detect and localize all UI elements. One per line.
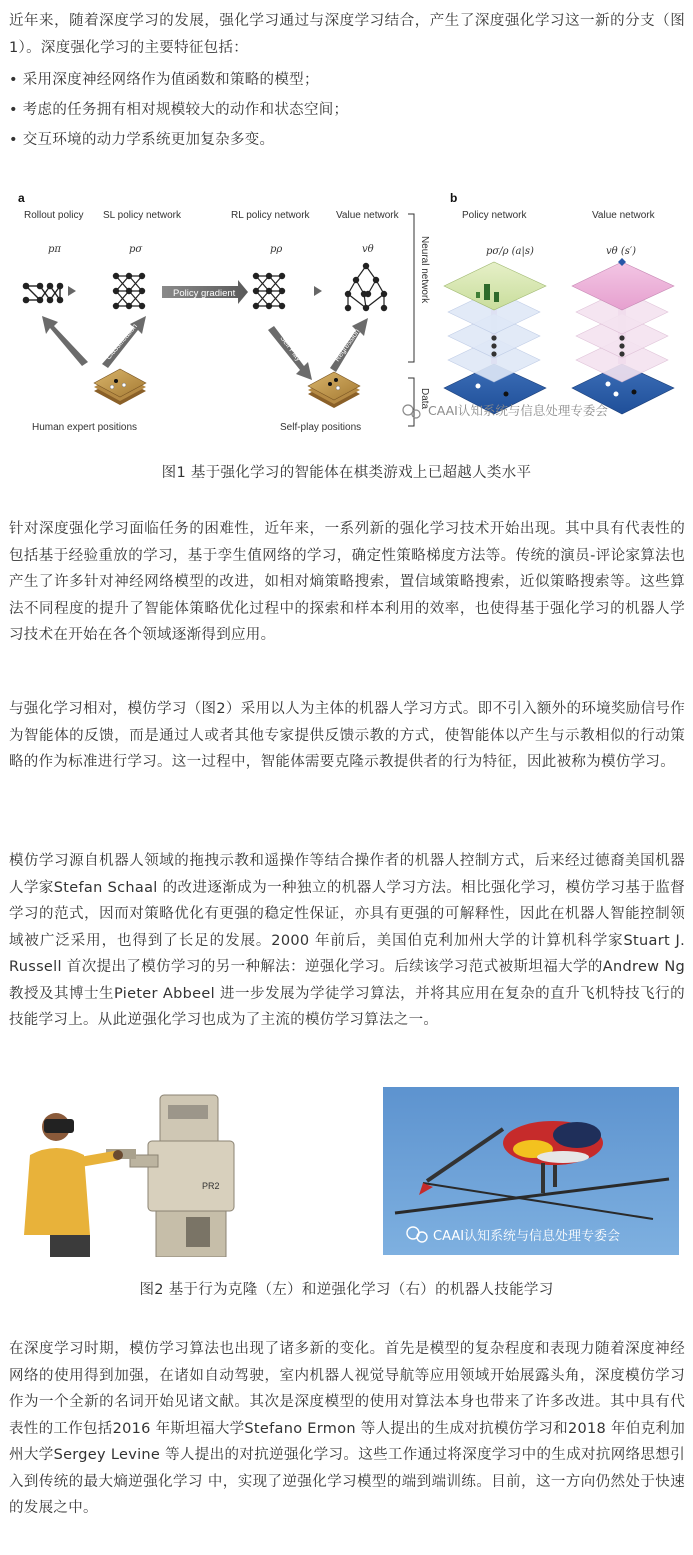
figure2-caption: 图2 基于行为克隆（左）和逆强化学习（右）的机器人技能学习 [139, 1282, 554, 1298]
rollout-title: Rollout policy [24, 210, 84, 221]
p-formula-b: pσ/ρ (a|s) [486, 246, 534, 257]
inverse-rl-helicopter-photo [383, 1087, 679, 1255]
p-rho-symbol: pρ [270, 244, 283, 255]
value-network-icon [345, 263, 386, 310]
paragraph-3: 与强化学习相对，模仿学习（图2）采用以人为主体的机器人学习方式。即不引入额外的环境奖励信号作为智能体的反馈，而是通过人或者其他专家提供反馈示教的方式，使智能体以产生与示教相似的行动策略的作为标准进行学习。这一过程中，智能体需要克隆示教提供者的行为特征，因此被称为模仿学习。 [9, 701, 685, 770]
self-play-positions-label: Self-play positions [280, 422, 362, 433]
watermark-text: CAAI认知系统与信息处理专委会 [433, 1229, 621, 1244]
classification-arrow-left [42, 316, 90, 381]
figure1-caption: 图1 基于强化学习的智能体在棋类游戏上已超越人类水平 [161, 465, 532, 481]
value-network-stack [572, 258, 674, 414]
behavior-cloning-photo [10, 1085, 248, 1257]
v-theta-symbol: vθ [362, 244, 374, 255]
rollout-network-icon [23, 283, 62, 302]
panel-b-label: b [450, 191, 458, 205]
rl-title: RL policy network [231, 210, 310, 221]
v-formula-b: vθ (s′) [606, 246, 637, 257]
paragraph-2: 针对深度强化学习面临任务的困难性，近年来，一系列新的强化学习技术开始出现。其中具有代表性的包括基于经验重放的学习，基于孪生值网络的学习，确定性策略梯度方法等。传统的演员-评论家算法也产生了许多针对神经网络模型的改进，如相对熵策略搜索，置信域策略搜索，近似策略搜索等。这些算法不同程度的提升了智能体策略优化过程中的探索和样本利用的效率，也使得基于强化学习的机器人学习技术在开始在各个领域逐渐得到应用。 [9, 521, 685, 643]
sl-network-icon [113, 273, 144, 308]
arrow-icon [314, 286, 322, 296]
sl-title: SL policy network [103, 210, 181, 221]
self-play-arrow [268, 326, 312, 380]
policy-network-title-b: Policy network [462, 210, 527, 221]
regression-label: Regression [332, 326, 362, 364]
bullet-item: • 交互环境的动力学系统更加复杂多变。 [9, 132, 275, 148]
value-title: Value network [336, 210, 399, 221]
human-expert-board [94, 369, 146, 405]
figure1-diagram [16, 188, 678, 436]
paragraph-4: 模仿学习源自机器人领域的拖拽示教和遥操作等结合操作者的机器人控制方式，后来经过德裔美国机器人学家Stefan Schaal 的改进逐渐成为一种独立的机器人学习方法。相比强化学习，模仿学习基于监督学习的范式，因而对策略优化有更强的稳定性保证，亦具有更强的可解释性，因此在机器人智能控制领域被广泛采用，也得到了长足的发展。2000 年前后，美国伯克利加州大学的计算机科学家Stuart J. Russell 首次提出了模仿学习的另一种解法：逆强化学习。后续该学习范式被斯坦福大学的Andrew Ng 教授及其博士生Pieter Abbeel 进一步发展为学徒学习算法，并将其应用在复杂的直升飞机特技飞行的技能学习上。从此逆强化学习也成为了主流的模仿学习算法之一。 [9, 853, 685, 1028]
self-play-board [308, 372, 360, 408]
watermark-fig1 [403, 403, 608, 418]
bracket-divider [408, 214, 414, 426]
self-play-label: Self Play [278, 333, 304, 363]
pr2-label: PR2 [202, 1181, 220, 1191]
p-pi-symbol: pπ [48, 244, 61, 255]
policy-gradient-arrow [162, 280, 248, 304]
arrow-icon [68, 286, 76, 296]
paragraph-5: 在深度学习时期，模仿学习算法也出现了诸多新的变化。首先是模型的复杂程度和表现力随着深度神经网络的使用得到加强，在诸如自动驾驶，室内机器人视觉导航等应用领域开始展露头角，深度模仿学习作为一个全新的名词开始见诸文献。其次是深度模型的使用对算法本身也带来了许多改进。其中具有代表性的工作包括2016 年斯坦福大学Stefano Ermon 等人提出的生成对抗模仿学习和2018 年伯克利加州大学Sergey Levine 等人提出的对抗逆强化学习。这些工作通过将深度学习中的生成对抗网络思想引入到传统的最大熵逆强化学习 中，实现了逆强化学习模型的端到端训练。目前，这一方向仍然处于快速的发展之中。 [9, 1341, 685, 1516]
neural-network-label: Neural network [419, 236, 430, 304]
human-expert-label: Human expert positions [32, 422, 138, 433]
policy-network-stack [444, 262, 546, 414]
regression-arrow [330, 318, 368, 372]
panel-a-label: a [18, 191, 25, 205]
classification-label: Classification [103, 321, 139, 362]
data-label: Data [419, 388, 430, 410]
rl-network-icon [253, 273, 284, 308]
bullet-item: • 采用深度神经网络作为值函数和策略的模型； [9, 72, 319, 88]
value-network-title-b: Value network [592, 210, 655, 221]
classification-label: Classification [54, 341, 90, 382]
p-sigma-symbol: pσ [129, 244, 143, 255]
policy-gradient-label: Policy gradient [173, 288, 236, 299]
classification-arrow-right [102, 316, 146, 368]
bullet-item: • 考虑的任务拥有相对规模较大的动作和状态空间； [9, 102, 349, 118]
intro-paragraph: 近年来，随着深度学习的发展，强化学习通过与深度学习结合，产生了深度强化学习这一新的分支（图1）。深度强化学习的主要特征包括： [9, 13, 685, 56]
watermark-text: CAAI认知系统与信息处理专委会 [428, 403, 608, 418]
